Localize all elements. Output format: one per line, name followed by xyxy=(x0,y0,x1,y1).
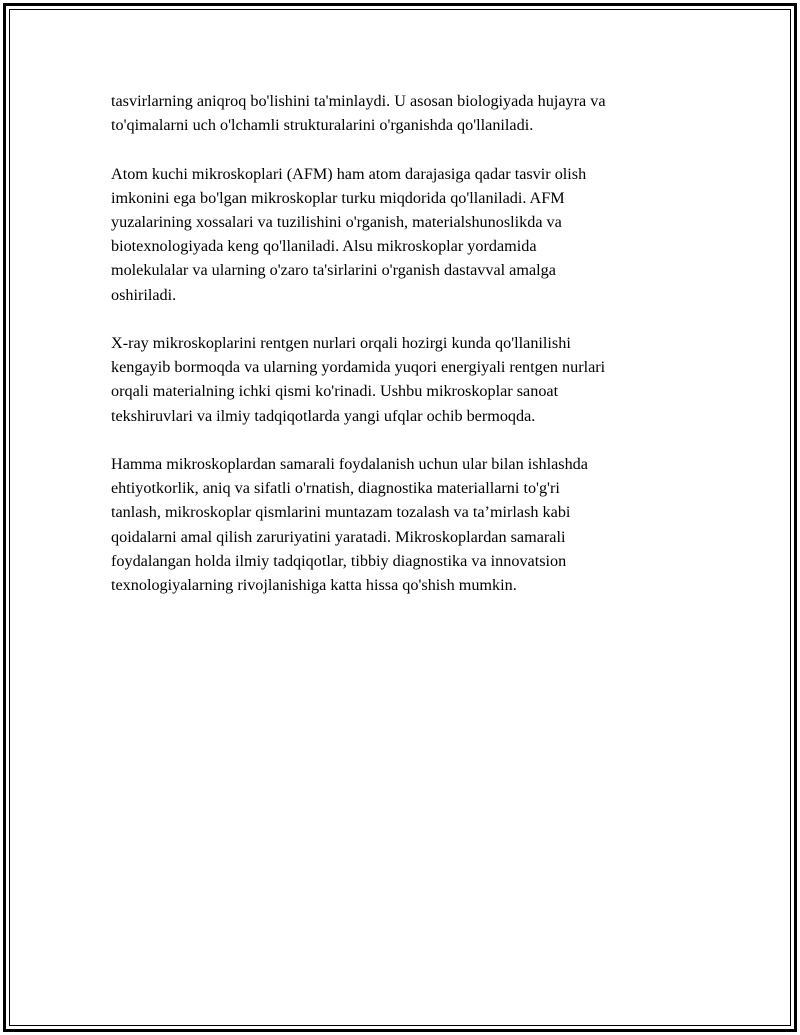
text-line: imkonini ega bo'lgan mikroskoplar turku miqdorida qo'llaniladi. AFM xyxy=(111,188,565,207)
text-line: tekshiruvlari va ilmiy tadqiqotlarda yangi ufqlar ochib bermoqda. xyxy=(111,406,536,425)
text-line: tanlash, mikroskoplar qismlarini muntazam tozalash va ta’mirlash kabi xyxy=(111,503,571,522)
text-line: molekulalar va ularning o'zaro ta'sirlarini o'rganish dastavval amalga xyxy=(111,261,556,280)
text-line: biotexnologiyada keng qo'llaniladi. Alsu mikroskoplar yordamida xyxy=(111,237,537,256)
text-line: Atom kuchi mikroskoplari (AFM) ham atom darajasiga qadar tasvir olish xyxy=(111,164,587,183)
text-line: ehtiyotkorlik, aniq va sifatli o'rnatish, diagnostika materiallarni to'g'ri xyxy=(111,479,560,498)
text-line: to'qimalarni uch o'lchamli strukturalarini o'rganishda qo'llaniladi. xyxy=(111,116,534,135)
text-line: X-ray mikroskoplarini rentgen nurlari orqali hozirgi kunda qo'llanilishi xyxy=(111,334,571,352)
text-line: kengayib bormoqda va ularning yordamida yuqori energiyali rentgen nurlari xyxy=(111,358,606,377)
text-line: qoidalarni amal qilish zaruriyatini yaratadi. Mikroskoplardan samarali xyxy=(111,527,566,546)
text-line: oshiriladi. xyxy=(111,285,177,304)
paragraph-3d-microscopy xyxy=(111,89,691,137)
text-line: yuzalarining xossalari va tuzilishini o'rganish, materialshunoslikda va xyxy=(111,213,562,231)
text-line: foydalangan holda ilmiy tadqiqotlar, tibbiy diagnostika va innovatsion xyxy=(111,551,567,570)
paragraph-conclusion xyxy=(111,452,691,597)
paragraph-afm xyxy=(111,162,691,307)
text-line: orqali materialning ichki qismi ko'rinadi. Ushbu mikroskoplar sanoat xyxy=(111,382,559,401)
text-line: Hamma mikroskoplardan samarali foydalanish uchun ular bilan ishlashda xyxy=(111,455,588,473)
paragraph-xray xyxy=(111,331,691,428)
text-line: tasvirlarning aniqroq bo'lishini ta'minlaydi. U asosan biologiyada hujayra va xyxy=(111,92,606,110)
text-line: texnologiyalarning rivojlanishiga katta hissa qo'shish mumkin. xyxy=(111,576,517,595)
document-body xyxy=(111,89,691,621)
